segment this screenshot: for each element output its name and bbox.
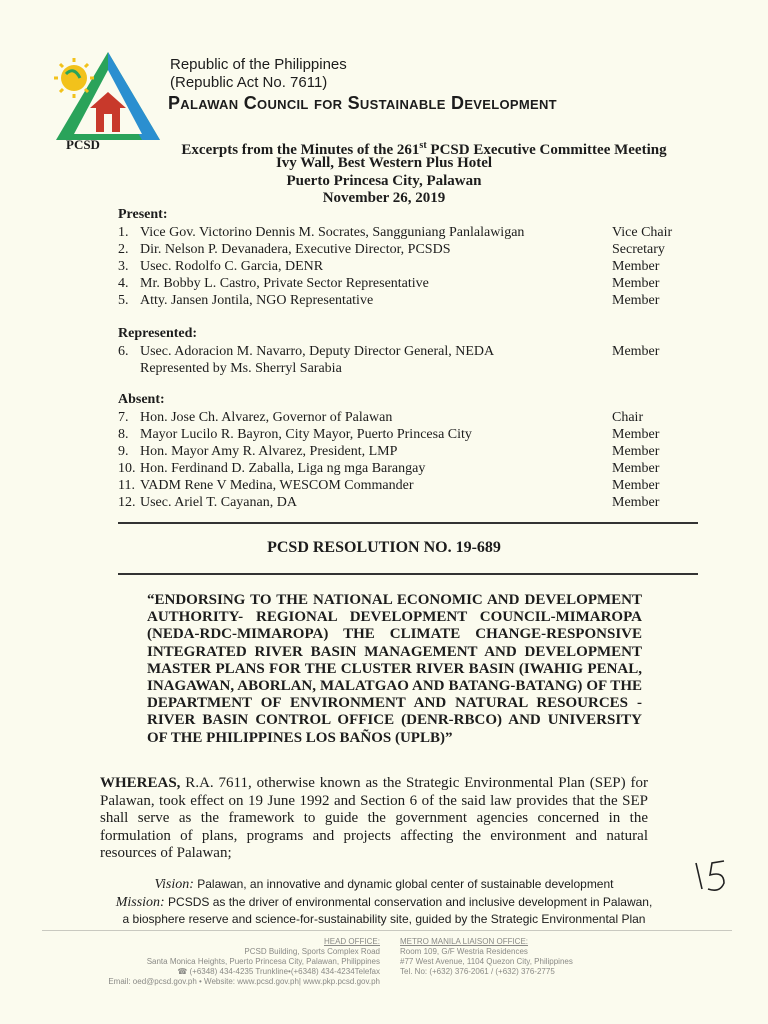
attendee-row: 3. Usec. Rodolfo C. Garcia, DENR Member (118, 259, 660, 274)
pcsd-logo (52, 48, 164, 148)
present-label: Present: (118, 207, 168, 222)
resolution-number: PCSD RESOLUTION NO. 19-689 (267, 539, 501, 556)
mission-line: Mission: PCSDS as the driver of environmental conservation and inclusive development in Palawan, (115, 895, 653, 910)
liaison-office-block: METRO MANILA LIAISON OFFICE: Room 109, G/F Westria Residences #77 West Avenue, 1104 Quezon City, Philippines Tel. No: (+632) 376-2061 / (+632) 376-2775 (400, 937, 573, 976)
attendee-row: 6. Usec. Adoracion M. Navarro, Deputy Director General, NEDA Member (118, 344, 660, 359)
whereas-clause: WHEREAS, R.A. 7611, otherwise known as the Strategic Environmental Plan (SEP) for Palawan, took effect on 19 June 1992 and Section 6 of the said law provides that the SEP shall serve as the framework to guide the government agencies concerned in the formulation of plans, programs and projects affecting the environment and natural resources of Palawan; (100, 775, 648, 862)
attendee-row: 7. Hon. Jose Ch. Alvarez, Governor of Palawan Chair (118, 410, 644, 425)
meeting-title: Excerpts from the Minutes of the 261st PCSD Executive Committee Meeting (181, 140, 667, 158)
logo-label: PCSD (66, 137, 100, 152)
mission-line-2: a biosphere reserve and science-for-sustainability site, guided by the Strategic Environmental Plan (122, 912, 646, 926)
meeting-venue: Ivy Wall, Best Western Plus Hotel (275, 155, 493, 171)
attendee-row: 9. Hon. Mayor Amy R. Alvarez, President, LMP Member (118, 444, 660, 459)
meeting-date: November 26, 2019 (322, 190, 446, 206)
attendee-row: 5. Atty. Jansen Jontila, NGO Representative Member (118, 293, 660, 308)
absent-label: Absent: (118, 392, 165, 407)
republic-act-line: (Republic Act No. 7611) (170, 74, 328, 91)
meeting-city: Puerto Princesa City, Palawan (286, 173, 482, 189)
attendee-row: 1. Vice Gov. Victorino Dennis M. Socrates, Sangguniang Panlalawigan Vice Chair (118, 225, 673, 240)
web-line: Email: oed@pcsd.gov.ph • Website: www.pcsd.gov.ph| www.pkp.pcsd.gov.ph (108, 977, 380, 986)
footer-divider (42, 930, 732, 931)
republic-line: Republic of the Philippines (170, 56, 347, 73)
represented-label: Represented: (118, 326, 198, 341)
attendee-row: 8. Mayor Lucilo R. Bayron, City Mayor, Puerto Princesa City Member (118, 427, 660, 442)
head-office-block: HEAD OFFICE: PCSD Building, Sports Complex Road Santa Monica Heights, Puerto Princesa City, Palawan, Philippines ☎ (+6348) 434-4235 Trunkline•(+6348) 434-4234Telefax Email: oed@pcsd.gov.ph • Website: www.pcsd.gov.ph| www.pkp.pcsd.gov.ph (108, 937, 380, 986)
attendee-row: 10. Hon. Ferdinand D. Zaballa, Liga ng mga Barangay Member (118, 461, 660, 476)
divider-bottom (118, 573, 698, 575)
attendee-row: 12. Usec. Ariel T. Cayanan, DA Member (118, 495, 660, 510)
vision-line: Vision: Palawan, an innovative and dynamic global center of sustainable development (154, 877, 614, 892)
attendee-row: 11. VADM Rene V Medina, WESCOM Commander Member (118, 478, 660, 493)
org-name: Palawan Council for Sustainable Development (168, 93, 557, 113)
attendee-row: 4. Mr. Bobby L. Castro, Private Sector Representative Member (118, 276, 660, 291)
representative-note: Represented by Ms. Sherryl Sarabia (140, 361, 342, 376)
divider-top (118, 522, 698, 524)
attendee-row: 2. Dir. Nelson P. Devanadera, Executive Director, PCSDS Secretary (118, 242, 665, 257)
resolution-title: “ENDORSING TO THE NATIONAL ECONOMIC AND DEVELOPMENT AUTHORITY- REGIONAL DEVELOPMENT COUNCIL-MIMAROPA (NEDA-RDC-MIMAROPA) THE CLIMATE CHANGE-RESPONSIVE INTEGRATED RIVER BASIN MANAGEMENT AND DEVELOPMENT MASTER PLANS FOR THE CLUSTER RIVER BASIN (IWAHIG PENAL, INAGAWAN, ABORLAN, MALATGAO AND BATANG-BATANG) OF THE DEPARTMENT OF ENVIRONMENT AND NATURAL RESOURCES - RIVER BASIN CONTROL OFFICE (DENR-RBCO) AND UNIVERSITY OF THE PHILIPPINES LOS BAÑOS (UPLB)” (147, 592, 642, 746)
